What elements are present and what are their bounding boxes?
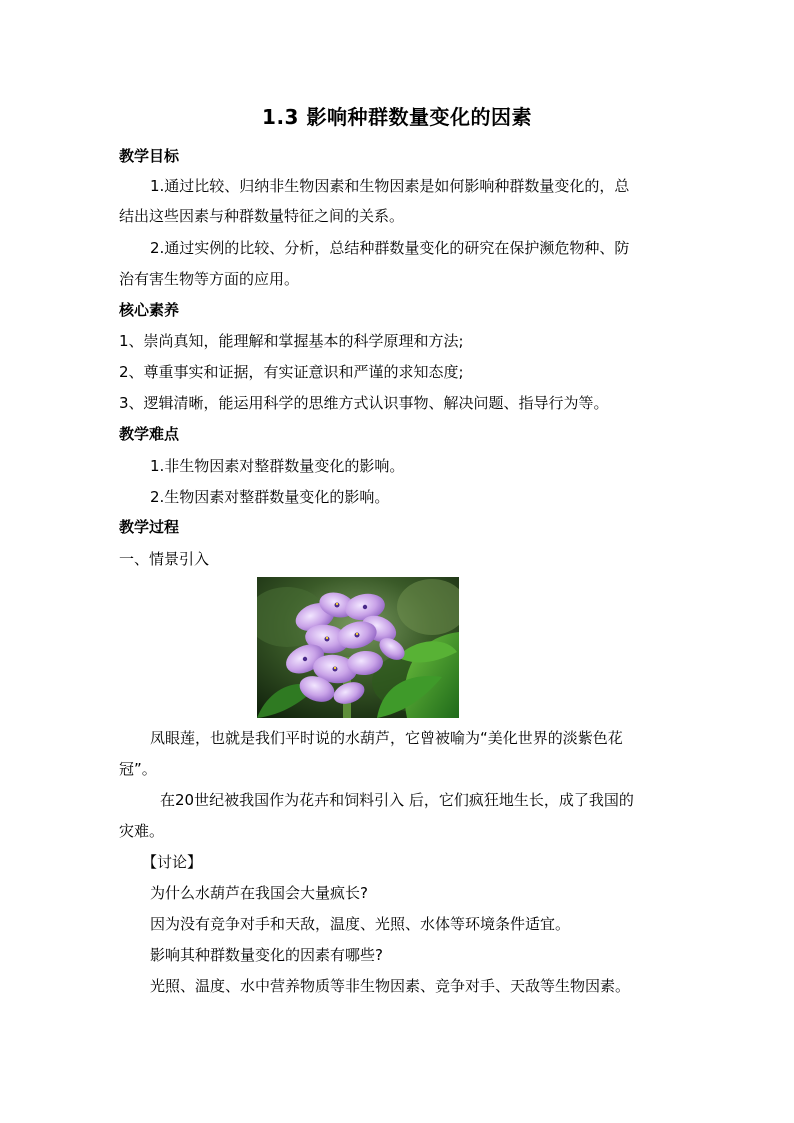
process-heading: 教学过程 <box>119 518 180 536</box>
discussion-question-1: 为什么水葫芦在我国会大量疯长? <box>150 884 368 902</box>
paragraph-2-line-2: 灾难。 <box>119 822 165 840</box>
literacy-heading: 核心素养 <box>119 301 180 319</box>
paragraph-1-line-1: 凤眼莲，也就是我们平时说的水葫芦，它曾被喻为“美化世界的淡紫色花 <box>150 729 623 747</box>
paragraph-1-line-2: 冠”。 <box>119 760 157 778</box>
literacy-item-1: 1、崇尚真知，能理解和掌握基本的科学原理和方法; <box>119 332 464 350</box>
discussion-question-2: 影响其种群数量变化的因素有哪些? <box>150 946 383 964</box>
literacy-item-2: 2、尊重事实和证据，有实证意识和严谨的求知态度; <box>119 363 464 381</box>
discussion-label: 【讨论】 <box>142 853 203 871</box>
objective-1-line-1: 1.通过比较、归纳非生物因素和生物因素是如何影响种群数量变化的，总 <box>150 177 630 195</box>
difficulties-heading: 教学难点 <box>119 425 180 443</box>
literacy-item-3: 3、逻辑清晰，能运用科学的思维方式认识事物、解决问题、指导行为等。 <box>119 394 609 412</box>
page-title: 1.3 影响种群数量变化的因素 <box>262 105 532 129</box>
discussion-answer-1: 因为没有竞争对手和天敌，温度、光照、水体等环境条件适宜。 <box>150 915 571 933</box>
difficulty-item-2: 2.生物因素对整群数量变化的影响。 <box>150 488 390 506</box>
objectives-heading: 教学目标 <box>119 147 180 165</box>
objective-1-line-2: 结出这些因素与种群数量特征之间的关系。 <box>119 207 405 225</box>
objective-2-line-1: 2.通过实例的比较、分析，总结种群数量变化的研究在保护濒危物种、防 <box>150 239 630 257</box>
section-intro-heading: 一、情景引入 <box>119 550 210 568</box>
water-hyacinth-photo <box>257 577 459 718</box>
difficulty-item-1: 1.非生物因素对整群数量变化的影响。 <box>150 457 405 475</box>
paragraph-2-line-1: 在20世纪被我国作为花卉和饲料引入 后，它们疯狂地生长，成了我国的 <box>160 791 634 809</box>
discussion-answer-2: 光照、温度、水中营养物质等非生物因素、竞争对手、天敌等生物因素。 <box>150 977 631 995</box>
objective-2-line-2: 治有害生物等方面的应用。 <box>119 270 300 288</box>
